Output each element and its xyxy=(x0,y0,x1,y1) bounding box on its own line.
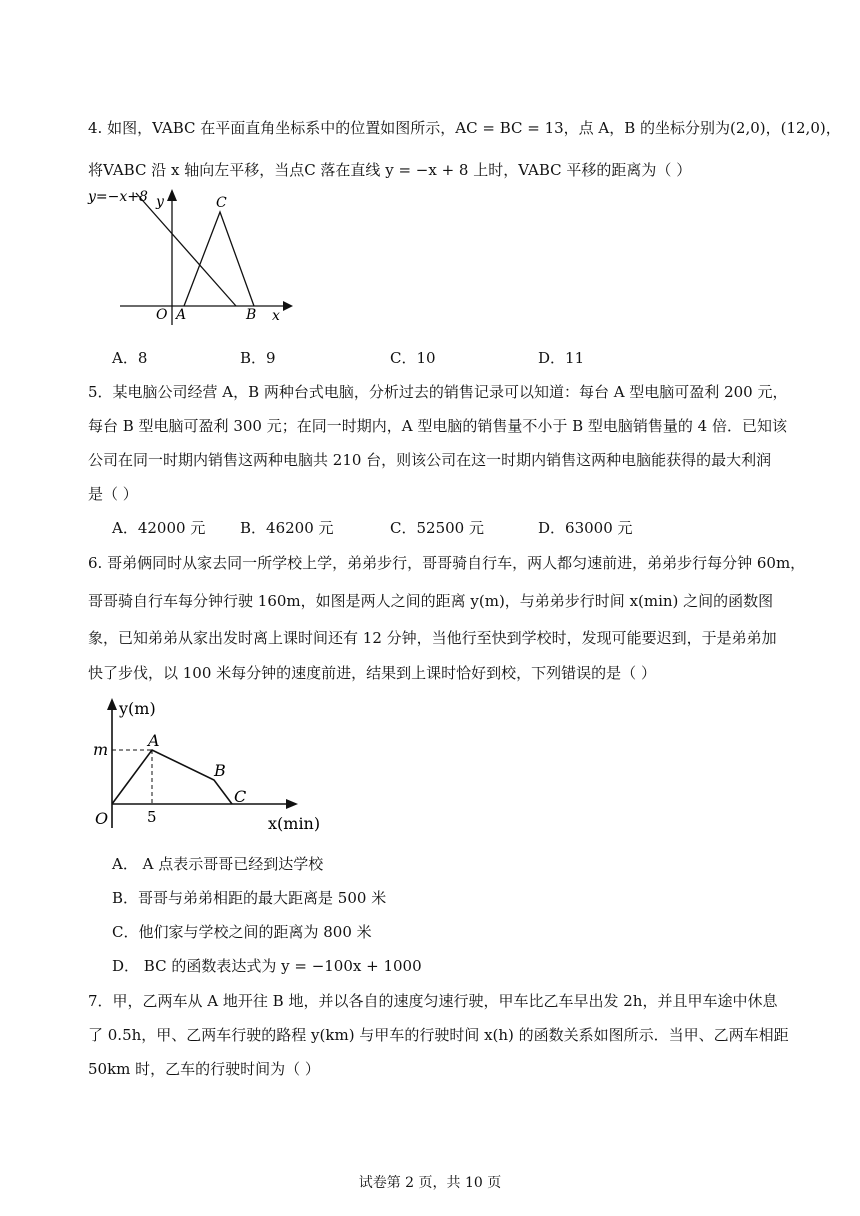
q6-point-a: A xyxy=(148,731,160,750)
q6-x-arrow xyxy=(286,799,298,809)
q4-x-label: x xyxy=(272,308,280,324)
q4-line-2: 将VABC 沿 x 轴向左平移，当点C 落在直线 y = −x + 8 上时，VABC 平移的距离为（ ） xyxy=(88,161,692,179)
q5-line-3: 公司在同一时期内销售这两种电脑共 210 台，则该公司在这一时期内销售这两种电脑能获得的最大利润 xyxy=(88,451,772,469)
q6-line-3: 象，已知弟弟从家出发时离上课时间还有 12 分钟，当他行至快到学校时，发现可能要迟到，于是弟弟加 xyxy=(88,629,777,647)
q6-m-label: m xyxy=(93,740,109,759)
q4-y-arrow xyxy=(167,189,177,201)
q5-line-4: 是（ ） xyxy=(88,485,138,503)
q7-line-1: 7．甲，乙两车从 A 地开往 B 地，并以各自的速度匀速行驶，甲车比乙车早出发 2h，并且甲车途中休息 xyxy=(88,992,778,1010)
page-footer: 试卷第 2 页，共 10 页 xyxy=(358,1175,502,1191)
q4-option-a: A．8 xyxy=(112,349,148,367)
q5-line-1: 5．某电脑公司经营 A，B 两种台式电脑，分析过去的销售记录可以知道：每台 A 型电脑可盈利 200 元， xyxy=(88,383,788,401)
q4-x-arrow xyxy=(283,301,293,311)
q6-origin-label: O xyxy=(95,809,109,828)
q4-figure xyxy=(86,185,296,325)
q6-x-label: x(min) xyxy=(268,814,321,833)
q4-origin-label: O xyxy=(156,307,168,323)
q6-option-b: B．哥哥与弟弟相距的最大距离是 500 米 xyxy=(112,889,387,907)
q5-option-d: D．63000 元 xyxy=(538,519,633,537)
q6-y-arrow xyxy=(107,698,117,710)
q4-y-label: y xyxy=(156,194,164,210)
q6-point-c: C xyxy=(234,787,247,806)
q4-point-c: C xyxy=(216,195,227,211)
q6-figure xyxy=(86,696,326,836)
q7-line-3: 50km 时，乙车的行驶时间为（ ） xyxy=(88,1060,320,1078)
q5-option-b: B．46200 元 xyxy=(240,519,334,537)
q5-option-c: C．52500 元 xyxy=(390,519,484,537)
q6-option-d: D． BC 的函数表达式为 y = −100x + 1000 xyxy=(112,957,422,975)
q5-line-2: 每台 B 型电脑可盈利 300 元；在同一时期内，A 型电脑的销售量不小于 B 型电脑销售量的 4 倍．已知该 xyxy=(88,417,787,435)
q6-option-c: C．他们家与学校之间的距离为 800 米 xyxy=(112,923,372,941)
q4-option-c: C．10 xyxy=(390,349,436,367)
q5-option-a: A．42000 元 xyxy=(112,519,206,537)
q6-line-2: 哥哥骑自行车每分钟行驶 160m，如图是两人之间的距离 y(m)，与弟弟步行时间 x(min) 之间的函数图 xyxy=(88,592,774,610)
q6-line-1: 6. 哥弟俩同时从家去同一所学校上学，弟弟步行，哥哥骑自行车，两人都匀速前进，弟弟步行每分钟 60m， xyxy=(88,554,806,572)
q4-line-label: y=−x+8 xyxy=(88,189,148,205)
q4-line-1: 4. 如图，VABC 在平面直角坐标系中的位置如图所示，AC = BC = 13，点 A，B 的坐标分别为(2,0)，(12,0)， xyxy=(88,119,841,137)
q6-point-b: B xyxy=(214,761,226,780)
q6-y-label: y(m) xyxy=(119,699,156,718)
q4-point-a: A xyxy=(176,307,187,323)
q6-tick-5: 5 xyxy=(147,808,157,826)
q4-point-b: B xyxy=(246,307,257,323)
q4-option-d: D．11 xyxy=(538,349,585,367)
q6-line-4: 快了步伐，以 100 米每分钟的速度前进，结果到上课时恰好到校，下列错误的是（ ） xyxy=(88,664,656,682)
q4-option-b: B．9 xyxy=(240,349,276,367)
q7-line-2: 了 0.5h，甲、乙两车行驶的路程 y(km) 与甲车的行驶时间 x(h) 的函数关系如图所示．当甲、乙两车相距 xyxy=(88,1026,789,1044)
q6-option-a: A． A 点表示哥哥已经到达学校 xyxy=(112,855,324,873)
